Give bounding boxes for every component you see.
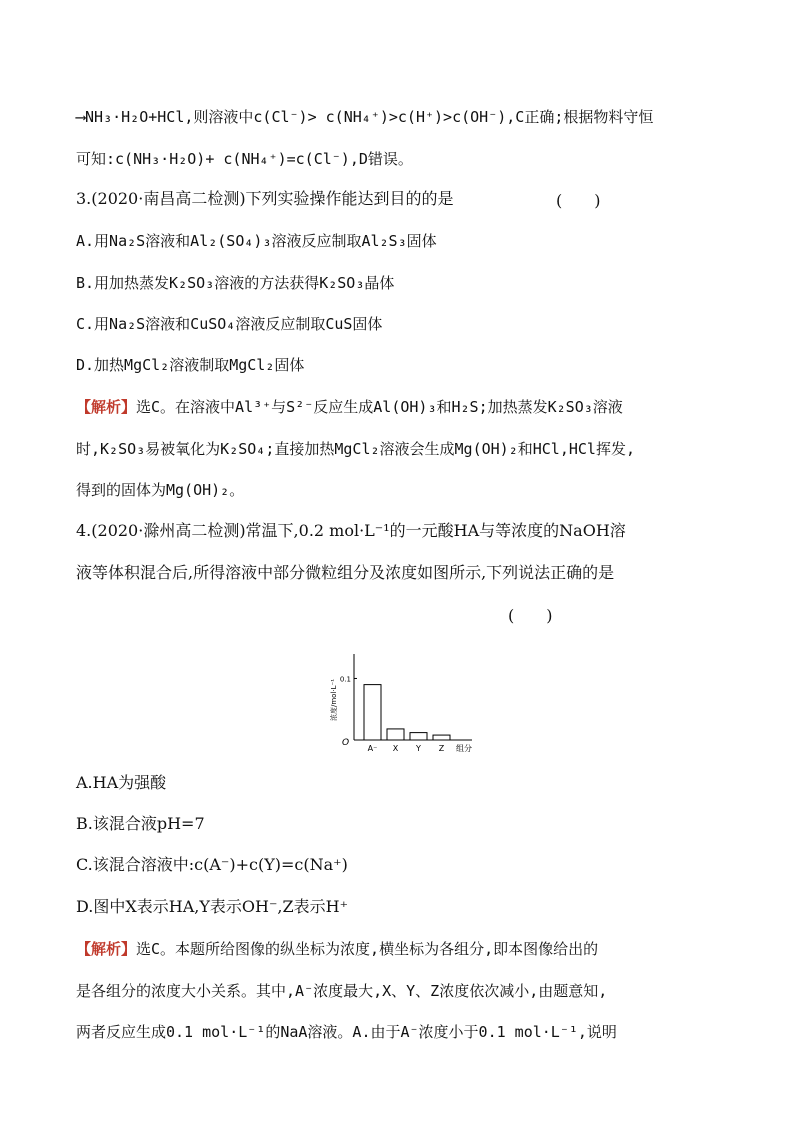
- answer-4-line-2: 是各组分的浓度大小关系。其中,A⁻浓度最大,X、Y、Z浓度依次减小,由题意知,: [76, 982, 608, 1000]
- bar-2: [387, 729, 404, 740]
- question-4-option-a: A.HA为强酸: [76, 773, 167, 792]
- answer-3-line-3: 得到的固体为Mg(OH)₂。: [76, 481, 245, 499]
- x-tick-label: X: [392, 744, 399, 753]
- y-tick-label: 0.1: [339, 675, 351, 684]
- question-4-stem-2: 液等体积混合后,所得溶液中部分微粒组分及浓度如图所示,下列说法正确的是: [76, 563, 615, 582]
- x-tick-label: A⁻: [367, 744, 378, 753]
- x-tick-label: Y: [416, 744, 421, 753]
- analysis-tag: 【解析】: [76, 940, 137, 958]
- question-3-answer-blank: ( ): [556, 191, 601, 210]
- question-4-answer-blank: ( ): [508, 606, 553, 625]
- origin-label: O: [342, 738, 350, 748]
- answer-3-line-1: [76, 396, 726, 418]
- bar-4: [433, 735, 450, 740]
- bar-1: [364, 685, 381, 740]
- concentration-bar-chart: [330, 648, 500, 758]
- question-3-option-a: A.用Na₂S溶液和Al₂(SO₄)₃溶液反应制取Al₂S₃固体: [76, 232, 437, 250]
- text-line-2: 可知:c(NH₃·H₂O)+ c(NH₄⁺)=c(Cl⁻),D错误。: [76, 150, 413, 168]
- analysis-tag: 【解析】: [76, 398, 137, 416]
- answer-4-line-1: [76, 938, 726, 960]
- question-3-option-d: D.加热MgCl₂溶液制取MgCl₂固体: [76, 356, 305, 374]
- question-4-stem-1: 4.(2020·滁州高二检测)常温下,0.2 mol·L⁻¹的一元酸HA与等浓度的NaOH溶: [76, 521, 626, 540]
- question-3-option-c: C.用Na₂S溶液和CuSO₄溶液反应制取CuS固体: [76, 315, 383, 333]
- x-axis-label: 组分: [456, 744, 472, 753]
- y-axis-label: 浓度/mol·L⁻¹: [330, 678, 338, 722]
- chart-svg: [330, 648, 500, 758]
- text-line-1: ⟶NH₃·H₂O+HCl,则溶液中c(Cl⁻)> c(NH₄⁺)>c(H⁺)>c(OH⁻),C正确;根据物料守恒: [76, 108, 654, 126]
- question-4-option-d: D.图中X表示HA,Y表示OH⁻,Z表示H⁺: [76, 897, 349, 916]
- question-4-option-c: C.该混合溶液中:c(A⁻)+c(Y)=c(Na⁺): [76, 855, 348, 874]
- answer-4-text-1: 选C。本题所给图像的纵坐标为浓度,横坐标为各组分,即本图像给出的: [136, 940, 599, 958]
- x-tick-label: Z: [438, 744, 445, 753]
- answer-3-text-1: 选C。在溶液中Al³⁺与S²⁻反应生成Al(OH)₃和H₂S;加热蒸发K₂SO₃溶液: [136, 398, 623, 416]
- question-3-option-b: B.用加热蒸发K₂SO₃溶液的方法获得K₂SO₃晶体: [76, 274, 395, 292]
- answer-3-line-2: 时,K₂SO₃易被氧化为K₂SO₄;直接加热MgCl₂溶液会生成Mg(OH)₂和HCl,HCl挥发,: [76, 440, 635, 458]
- answer-4-line-3: 两者反应生成0.1 mol·L⁻¹的NaA溶液。A.由于A⁻浓度小于0.1 mol·L⁻¹,说明: [76, 1023, 617, 1041]
- question-3-stem: 3.(2020·南昌高二检测)下列实验操作能达到目的的是: [76, 189, 454, 208]
- bar-3: [410, 733, 427, 740]
- question-4-option-b: B.该混合液pH=7: [76, 814, 205, 833]
